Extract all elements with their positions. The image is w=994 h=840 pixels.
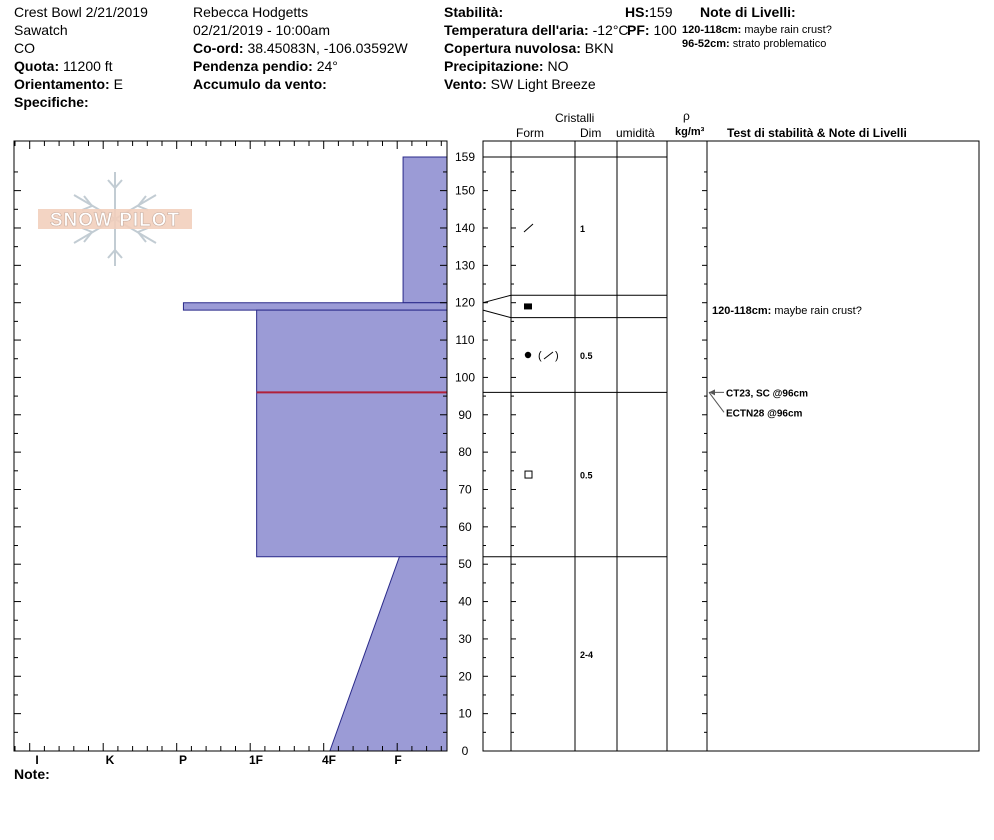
layer-note-range: 96-52cm: bbox=[682, 38, 730, 50]
hardness-layer-bar bbox=[257, 310, 447, 557]
precip-value: NO bbox=[547, 58, 569, 74]
y-tick-label: 30 bbox=[458, 631, 472, 646]
stability-test-label: CT23, SC @96cm bbox=[726, 388, 809, 400]
y-tick-label: 100 bbox=[454, 370, 476, 385]
y-tick-label: 70 bbox=[458, 482, 472, 497]
observation-datetime: 02/21/2019 - 10:00am bbox=[193, 22, 330, 38]
grain-form-symbol: ( bbox=[538, 350, 542, 362]
grain-size-label: 2-4 bbox=[580, 649, 594, 660]
coordinates-label: Co-ord: bbox=[193, 40, 244, 56]
test-arrowhead bbox=[709, 389, 715, 395]
layer-boundary-connector bbox=[483, 295, 511, 302]
grain-size-label: 0.5 bbox=[580, 470, 593, 481]
y-tick-label: 150 bbox=[454, 183, 476, 198]
precip-label: Precipitazione: bbox=[444, 58, 544, 74]
grain-form-symbol bbox=[544, 352, 553, 359]
tests-notes-header: Test di stabilità & Note di Livelli bbox=[727, 126, 907, 140]
hs-label: HS: bbox=[625, 4, 650, 20]
pf-value: 100 bbox=[653, 22, 677, 38]
hardness-layer-bar bbox=[183, 303, 447, 310]
layer-boundary-connector bbox=[483, 310, 511, 317]
layer-note-label: 120-118cm: maybe rain crust? bbox=[712, 305, 862, 318]
y-tick-label: 110 bbox=[455, 333, 475, 348]
grain-form-symbol: ) bbox=[555, 350, 559, 362]
grain-size-label: 0.5 bbox=[580, 351, 593, 361]
crystals-header: Cristalli bbox=[555, 111, 595, 125]
y-tick-label: 140 bbox=[454, 220, 476, 235]
y-tick-label: 10 bbox=[458, 706, 472, 721]
pf-label: PF: bbox=[627, 22, 650, 38]
sky-value: BKN bbox=[584, 40, 614, 56]
y-tick-label: 130 bbox=[454, 258, 476, 273]
logo-text: SNOW PILOT bbox=[49, 210, 181, 231]
specifics-label: Specifiche: bbox=[14, 94, 89, 110]
hardness-tick-label: 4F bbox=[321, 753, 337, 767]
aspect-label: Orientamento: bbox=[14, 76, 110, 92]
slope-label: Pendenza pendio: bbox=[193, 58, 313, 74]
layer-note-range: 120-118cm: bbox=[682, 24, 742, 36]
elevation-value: 11200 ft bbox=[63, 58, 113, 74]
layer-note-text: strato problematico bbox=[732, 38, 827, 50]
y-tick-label: 120 bbox=[454, 295, 476, 310]
state-name: CO bbox=[14, 40, 35, 56]
y-tick-label: 40 bbox=[458, 594, 472, 609]
sky-label: Copertura nuvolosa: bbox=[444, 40, 581, 56]
hardness-layer-bar bbox=[403, 157, 447, 303]
size-header: Dim bbox=[580, 126, 602, 140]
y-tick-label: 80 bbox=[458, 445, 472, 460]
hardness-tick-label: F bbox=[394, 753, 402, 767]
y-tick-label: 20 bbox=[458, 669, 472, 684]
y-tick-label: 159 bbox=[454, 150, 476, 164]
footer-notes-label: Note: bbox=[14, 766, 50, 782]
elevation-label: Quota: bbox=[14, 58, 60, 74]
profile-title: Crest Bowl 2/21/2019 bbox=[14, 4, 148, 20]
form-header: Form bbox=[516, 126, 544, 140]
hardness-layer-bar bbox=[330, 557, 447, 751]
density-unit: kg/m³ bbox=[675, 126, 705, 138]
y-tick-label: 0 bbox=[461, 744, 469, 758]
snowpilot-logo bbox=[38, 172, 192, 266]
grain-form-symbol bbox=[524, 303, 532, 309]
hardness-tick-label: 1F bbox=[248, 753, 264, 767]
y-tick-label: 60 bbox=[458, 519, 472, 534]
grain-form-symbol bbox=[525, 471, 532, 478]
stability-label: Stabilità: bbox=[444, 4, 504, 20]
layer-notes-title: Note di Livelli: bbox=[700, 4, 796, 20]
test-pointer bbox=[709, 392, 724, 412]
grain-form-symbol bbox=[524, 224, 533, 232]
aspect-value: E bbox=[113, 76, 123, 92]
air-temp-value: -12°C bbox=[592, 22, 629, 38]
wind-label: Vento: bbox=[444, 76, 487, 92]
range-name: Sawatch bbox=[14, 22, 68, 38]
coordinates-value: 38.45083N, -106.03592W bbox=[247, 40, 408, 56]
hardness-tick-label: K bbox=[105, 753, 115, 767]
y-tick-label: 50 bbox=[458, 557, 472, 572]
wind-value: SW Light Breeze bbox=[490, 76, 596, 92]
observer-name: Rebecca Hodgetts bbox=[193, 4, 309, 20]
wind-loading-label: Accumulo da vento: bbox=[193, 76, 327, 92]
density-symbol: ρ bbox=[683, 109, 690, 123]
air-temp-label: Temperatura dell'aria: bbox=[444, 22, 589, 38]
hardness-tick-label: I bbox=[35, 753, 39, 767]
layer-note-text: maybe rain crust? bbox=[744, 24, 832, 36]
grain-size-label: 1 bbox=[580, 223, 586, 234]
y-tick-label: 90 bbox=[458, 407, 472, 422]
moisture-header: umidità bbox=[616, 126, 655, 140]
layer-table-frame bbox=[483, 141, 979, 751]
slope-value: 24° bbox=[316, 58, 338, 74]
grain-form-symbol bbox=[525, 352, 531, 358]
hs-value: 159 bbox=[649, 4, 673, 20]
hardness-tick-label: P bbox=[178, 753, 188, 767]
stability-test-label: ECTN28 @96cm bbox=[726, 408, 803, 420]
